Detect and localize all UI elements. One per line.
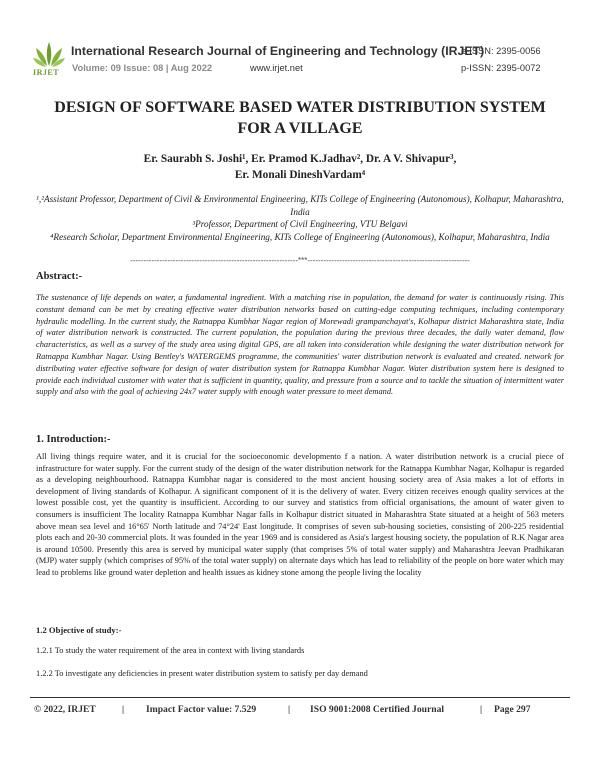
objective-item-2: 1.2.2 To investigate any deficiencies in present water distribution system to satisfy per day demand	[36, 669, 368, 678]
footer-impact-factor: Impact Factor value: 7.529	[146, 704, 257, 715]
footer-iso: ISO 9001:2008 Certified Journal	[310, 704, 445, 715]
paper-title: DESIGN OF SOFTWARE BASED WATER DISTRIBUTION SYSTEM FOR A VILLAGE	[54, 99, 546, 137]
journal-website[interactable]: www.irjet.net	[250, 63, 303, 73]
footer-separator-1: |	[122, 704, 125, 715]
affiliation-2: ³Professor, Department of Civil Engineering, VTU Belgavi	[192, 219, 408, 229]
journal-name: International Research Journal of Engineering and Technology (IRJET)	[71, 44, 485, 58]
footer-rule	[30, 697, 570, 698]
volume-info: Volume: 09 Issue: 08 | Aug 2022	[72, 63, 213, 73]
abstract-heading: Abstract:-	[36, 271, 83, 282]
objective-item-1: 1.2.1 To study the water requirement of the area in context with living standards	[36, 646, 305, 655]
abstract-text: The sustenance of life depends on water, a fundamental ingredient. With a matching rise in population, the demand for water is continuously rising. This constant demand can be met by creating effective water distribution networks based on cutting-edge computing techniques, including contemporary hydraulic modelling. In the current study, the Ratnappa Kumbhar Nagar region of Morewadi grampanchayat's, Kolhapur district Maharashtra state, India of water distribution network is constructed. The current population, the population during the previous three decades, the daily water demand, flow characteristics, as well as a survey of the study area using digital GPS, are all taken into consideration while designing the water distribution network for Ratnappa Kumbhar Nagar. Using Bentley's WATERGEMS programme, the communities' water distribution network is evaluated and created. network for distributing water effective software for design of water distribution system for Ratnappa Kumbhar Nagar. Water distribution system here is designed to provide each individual customer with water that is sufficient in quantity, quality, and pressure from a source and to tackle the situation of intermittent water supply and also with the goal of achieving 24x7 water supply with enough water pressure to meet demand.	[36, 293, 564, 397]
intro-text: All living things require water, and it is crucial for the socioeconomic developmento f a nation. A water distribution network is a crucial piece of infrastructure for water supply. For the current study of the design of the water distribution network for the Ratnappa Kumbhar Nagar, Kolhapur is regarded as a developing neighbourhood. Ratnappa Kumbhar nagar is considered to the most ancient housing society area of Asia makes a lot of efforts in development of living standards of Kolhapur. A significant component of it is the delivery of water. Every citizen receives enough quality services at the lowest possible cost, yet the quantity is insufficient. According to our survey and statistics from official organisations, the amount of water given to consumers is insufficient The locality Ratnappa Kumbhar Nagar falls in Kolhapur district situated in Maharashtra State situated at a height of 563 meters above mean sea level and 16°65' North latitude and 74°24' East longitude. It comprises of seven sub-housing societies, consisting of 200-225 residential plots each and 20-30 commercial plots. It was founded in the year 1969 and is considered as Asia's largest housing society, the population of R.K Nagar area is around 10500. Presently this area is served by municipal water supply (that comprises 5% of total water supply) and Maharashtra Jeevan Pradhikaran (MJP) water supply (which comprises of 95% of the total water supply) on alternate days which has lead to reliability of the people on bore water which may lead to problems like ground water depletion and health issues as kidney stone among the people living the locality	[36, 452, 564, 577]
footer-separator-2: |	[288, 704, 291, 715]
footer-page-number: Page 297	[494, 704, 531, 715]
affiliation-1: ¹,²Assistant Professor, Department of Civil & Environmental Engineering, KITs College of Engineering (Autonomous), Kolhapur, Maharashtra, India	[36, 194, 564, 217]
p-issn: p-ISSN: 2395-0072	[461, 63, 541, 73]
objective-heading: 1.2 Objective of study:-	[36, 625, 122, 635]
intro-heading: 1. Introduction:-	[36, 434, 111, 445]
logo-text: IRJET	[33, 68, 60, 77]
authors-line-2: Er. Monali DineshVardam⁴	[234, 169, 366, 181]
footer-separator-3: |	[480, 704, 483, 715]
footer-copyright: © 2022, IRJET	[34, 704, 96, 715]
affiliations	[36, 193, 564, 243]
e-issn: e-ISSN: 2395-0056	[461, 46, 541, 56]
authors-line-1: Er. Saurabh S. Joshi¹, Er. Pramod K.Jadhav², Dr. A V. Shivapur³,	[143, 153, 457, 165]
authors	[60, 151, 540, 183]
section-divider: ---------------------------------------------------------------***-------------------------------------------------------------	[130, 256, 470, 265]
affiliation-3: ⁴Research Scholar, Department Environmental Engineering, KITs College of Engineering (Autonomous), Kolhapur, Maharashtra, India	[50, 231, 550, 242]
